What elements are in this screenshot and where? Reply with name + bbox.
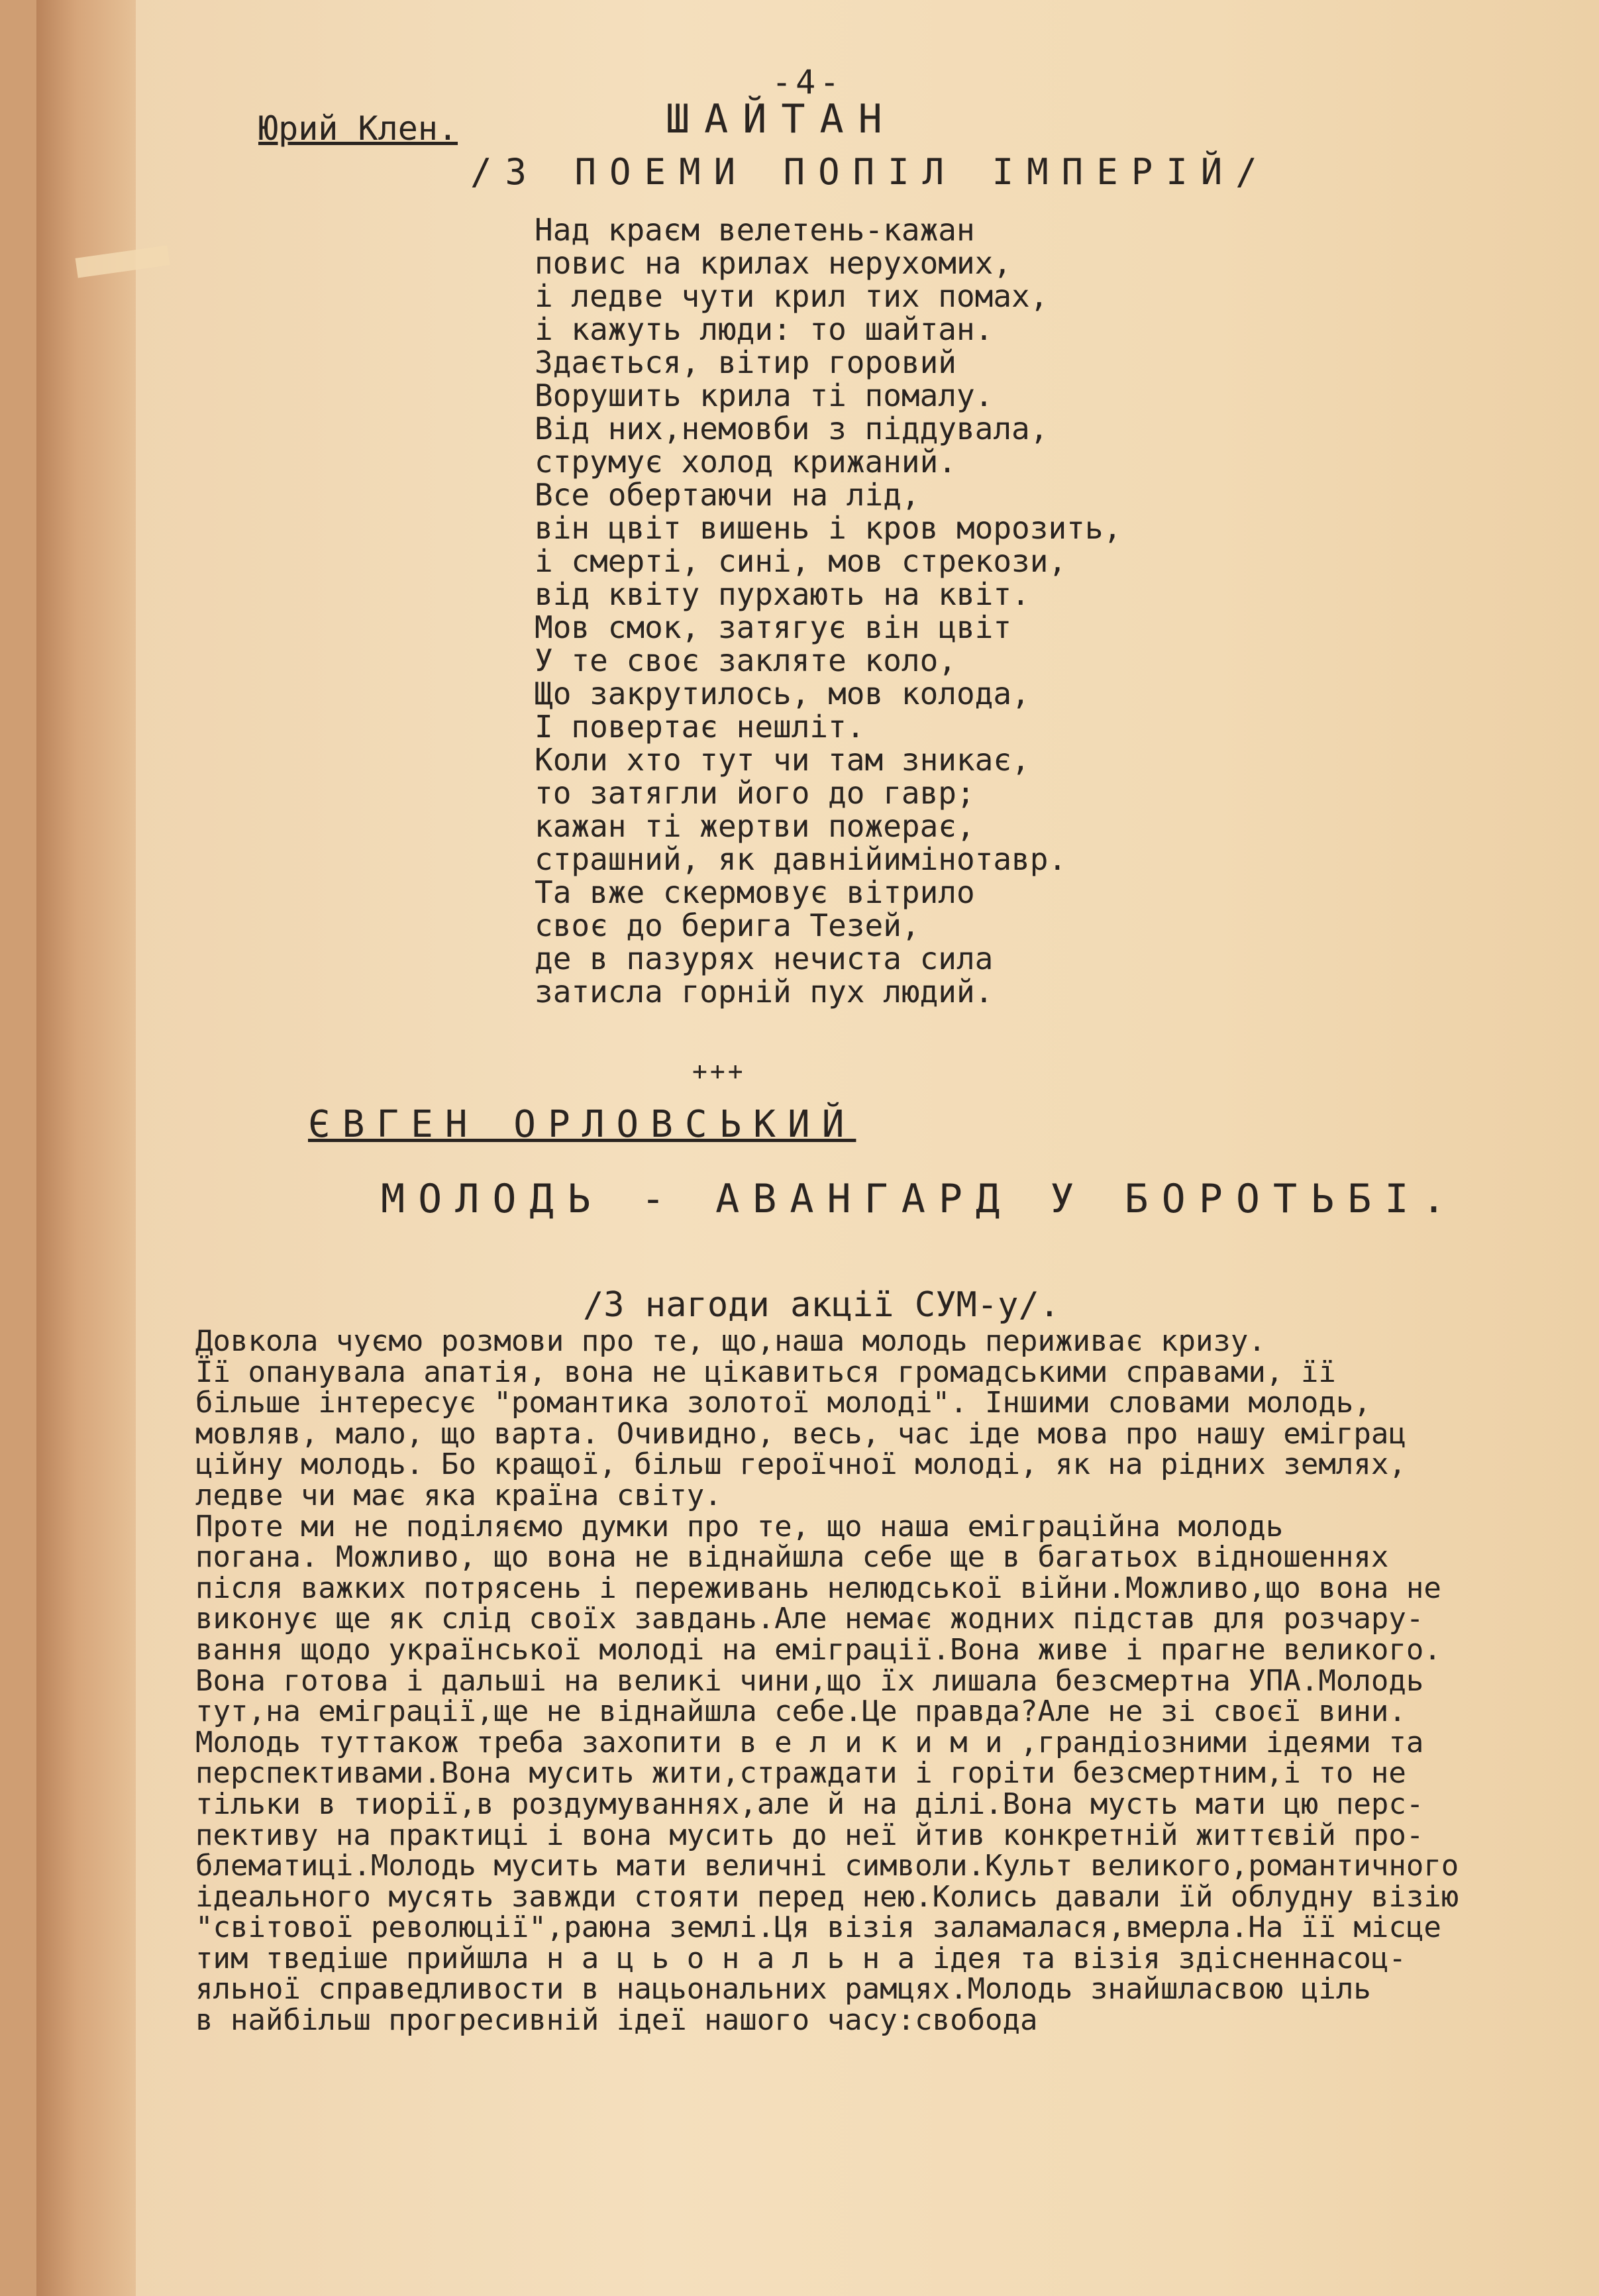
- article-line: Молодь туттакож треба захопити в е л и к и м и ,грандіозними ідеями та: [195, 1725, 1424, 1759]
- article-occasion: /З нагоди акції СУМ-у/.: [583, 1285, 1060, 1325]
- poem-line: У те своє закляте коло,: [535, 643, 956, 678]
- poem-line: Мов смок, затягує він цвіт: [535, 609, 1012, 645]
- poem-title: ШАЙТАН: [666, 96, 897, 142]
- poem-line: Над краєм велетень-кажан: [535, 212, 975, 248]
- article-line: пективу на практиці і вона мусить до неї йтив конкретній життєвій про-: [195, 1818, 1424, 1852]
- article-line: Вона готова і дальші на великі чини,що їх лишала безсмертна УПА.Молодь: [195, 1663, 1424, 1698]
- poem-line: Та вже скермовує вітрило: [535, 874, 975, 910]
- poem-line: затисла горній пух людий.: [535, 974, 994, 1010]
- article-line: "світової революції",раюна землі.Ця візія заламалася,вмерла.На її місце: [195, 1910, 1441, 1945]
- poem-line: де в пазурях нечиста сила: [535, 941, 994, 976]
- article-line: вання щодо української молоді на еміграції.Вона живе і прагне великого.: [195, 1632, 1441, 1667]
- article-line: погана. Можливо, що вона не віднайшла себе ще в багатьох відношеннях: [195, 1540, 1389, 1575]
- article-line: Проте ми не поділяємо думки про те, що наша еміграційна молодь: [195, 1509, 1284, 1543]
- poem-line: Коли хто тут чи там зникає,: [535, 742, 1030, 778]
- article-body: [195, 1326, 1459, 2036]
- poem-line: І повертає нешліт.: [535, 709, 865, 745]
- article-line: яльної справедливости в нацьональних рамцях.Молодь знайшласвою ціль: [195, 1972, 1371, 2007]
- article-line: більше інтересує "романтика золотої молоді". Іншими словами молодь,: [195, 1386, 1371, 1420]
- article-line: в найбільш прогресивній ідеї нашого часу:свобода: [195, 2003, 1038, 2038]
- page-number: -4-: [772, 63, 844, 101]
- poem-author: Юрий Клен.: [258, 109, 458, 148]
- poem-line: і ледве чути крил тих помах,: [535, 278, 1049, 314]
- section-separator: +++: [692, 1057, 746, 1086]
- poem-line: Ворушить крила ті помалу.: [535, 378, 994, 413]
- article-line: блематиці.Молодь мусить мати величні символи.Культ великого,романтичного: [195, 1849, 1459, 1883]
- poem-line: страшний, як давнійимінотавр.: [535, 841, 1067, 877]
- article-line: ледве чи має яка країна світу.: [195, 1478, 722, 1512]
- poem-line: струмує холод крижаний.: [535, 444, 956, 480]
- article-line: ідеального мусять завжди стояти перед нею.Колись давали їй облудну візію: [195, 1879, 1459, 1914]
- poem-line: Від них,немовби з піддувала,: [535, 411, 1049, 446]
- article-line: перспективами.Вона мусить жити,страждати і горіти безсмертним,і то не: [195, 1756, 1406, 1791]
- poem-line: і кажуть люди: то шайтан.: [535, 311, 994, 347]
- poem-line: він цвіт вишень і кров морозить,: [535, 510, 1122, 546]
- article-title: МОЛОДЬ - АВАНГАРД У БОРОТЬБІ.: [381, 1176, 1459, 1222]
- poem-text: [535, 213, 1121, 1008]
- poem-line: і смерті, сині, мов стрекози,: [535, 543, 1067, 579]
- article-line: виконує ще як слід своїх завдань.Але немає жодних підстав для розчару-: [195, 1602, 1424, 1636]
- poem-line: Все обертаючи на лід,: [535, 477, 920, 513]
- article-line: тільки в тиорії,в роздумуваннях,але й на ділі.Вона мусть мати цю перс-: [195, 1787, 1424, 1821]
- typewritten-page: [36, 0, 1599, 2296]
- article-line: тут,на еміграції,ще не віднайшла себе.Це правда?Але не зі своєї вини.: [195, 1695, 1406, 1729]
- poem-subtitle: /З ПОЕМИ ПОПІЛ ІМПЕРІЙ/: [470, 151, 1270, 193]
- poem-line: то затягли його до гавр;: [535, 775, 975, 811]
- poem-line: повис на крилах нерухомих,: [535, 245, 1012, 281]
- article-line: після важких потрясень і переживань нелюдської війни.Можливо,що вона не: [195, 1571, 1441, 1605]
- poem-line: Здається, вітир горовий: [535, 344, 956, 380]
- article-line: мовляв, мало, що варта. Очивидно, весь, час іде мова про нашу еміграц: [195, 1416, 1406, 1451]
- article-line: тим тведіше прийшла н а ц ь о н а л ь н а ідея та візія здісненнасоц-: [195, 1941, 1406, 1975]
- article-author: ЄВГЕН ОРЛОВСЬКИЙ: [308, 1103, 856, 1146]
- article-line: Її опанувала апатія, вона не цікавиться громадськими справами, її: [195, 1355, 1336, 1389]
- poem-line: Що закрутилось, мов колода,: [535, 676, 1030, 711]
- page-binding-edge: [36, 0, 136, 2296]
- article-line: Довкола чуємо розмови про те, що,наша молодь периживає кризу.: [195, 1324, 1266, 1358]
- poem-line: кажан ті жертви пожерає,: [535, 808, 975, 844]
- poem-line: від квіту пурхають на квіт.: [535, 576, 1030, 612]
- article-line: ційну молодь. Бо кращої, більш героїчної молоді, як на рідних землях,: [195, 1447, 1406, 1482]
- poem-line: своє до берига Тезей,: [535, 908, 920, 943]
